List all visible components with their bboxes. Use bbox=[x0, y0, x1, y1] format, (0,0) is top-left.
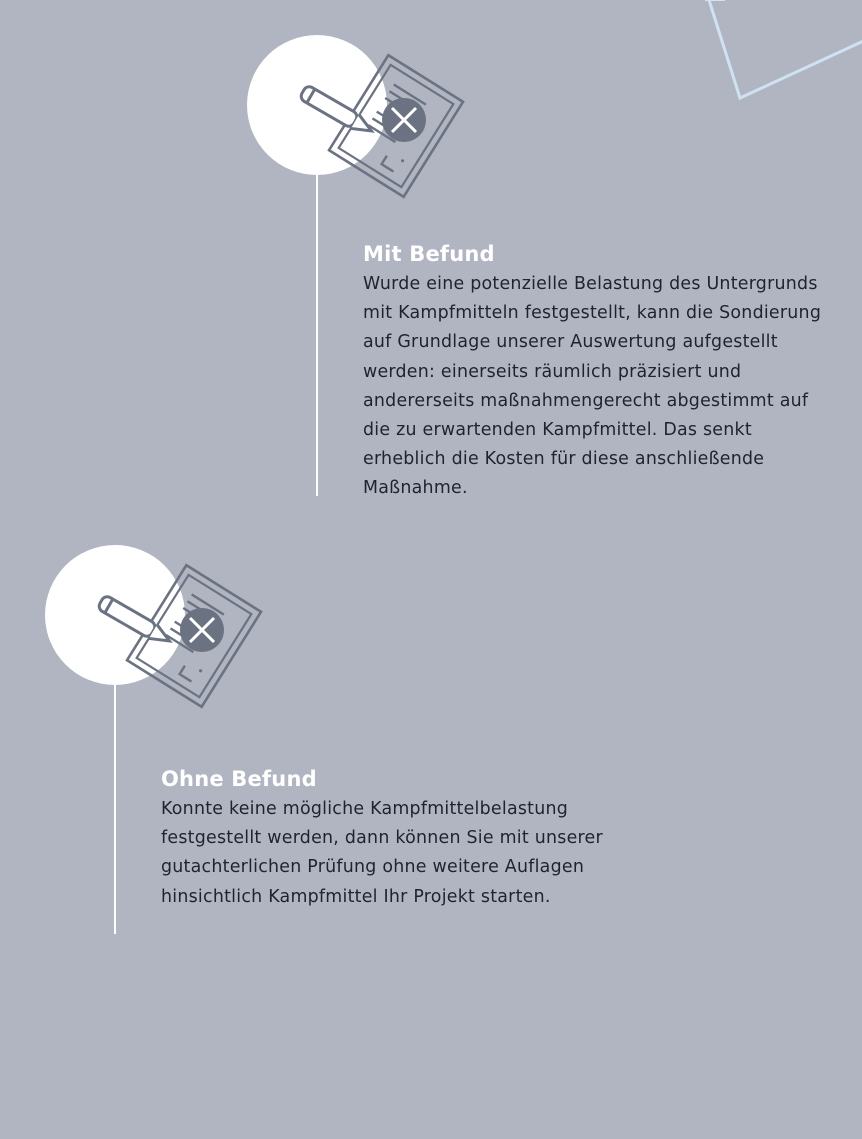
step-text bbox=[363, 240, 833, 504]
step-text bbox=[161, 765, 631, 912]
step-description: Wurde eine potenzielle Belastung des Untergrunds mit Kampfmitteln festgestellt, kann die Sondierung auf Grundlage unserer Auswertung aufgestellt werden: einerseits räumlich präzisiert und andererseits maßnahmengerecht abgestimmt auf die zu erwartenden Kampfmittel. Das senkt erheblich die Kosten für diese anschließende Maßnahme. bbox=[363, 274, 822, 499]
step-description: Konnte keine mögliche Kampfmittelbelastung festgestellt werden, dann können Sie mit unserer gutachterlichen Prüfung ohne weitere Auflagen hinsichtlich Kampfmittel Ihr Projekt starten. bbox=[161, 799, 603, 907]
corner-decoration bbox=[670, 0, 862, 110]
step-connector-line bbox=[316, 174, 318, 496]
document-rejected-icon bbox=[44, 544, 264, 724]
step-title: Mit Befund bbox=[363, 242, 495, 266]
step-connector-line bbox=[114, 684, 116, 934]
document-rejected-icon bbox=[246, 34, 466, 214]
step-title: Ohne Befund bbox=[161, 767, 317, 791]
